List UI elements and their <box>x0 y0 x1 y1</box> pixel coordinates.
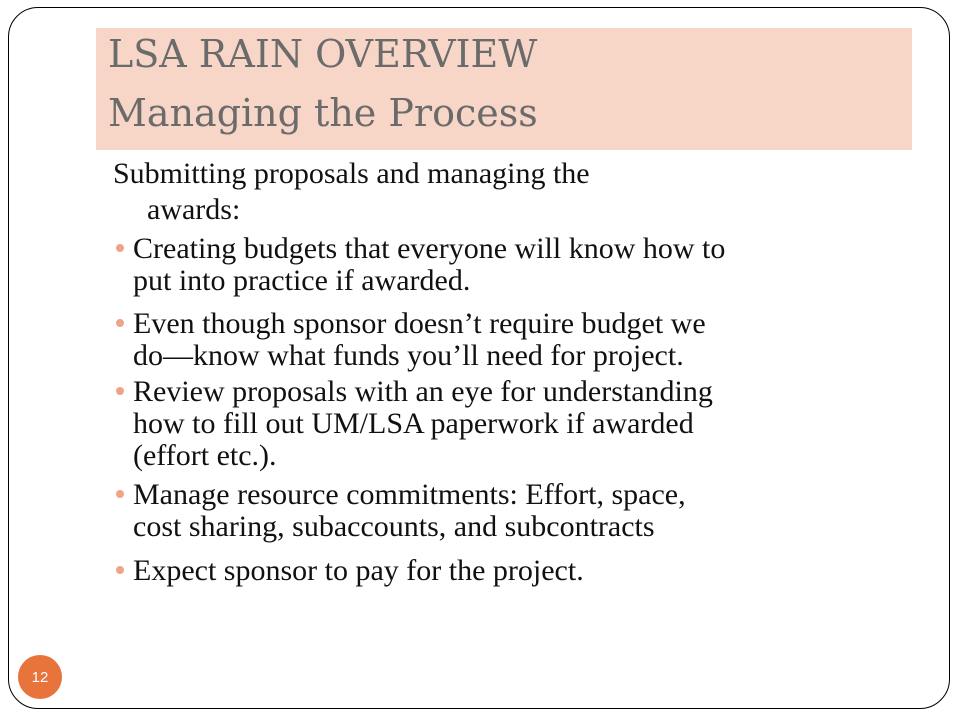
bullet-5-line-1: Expect sponsor to pay for the project. <box>133 554 584 587</box>
bullet-2-line-2: do—know what funds you’ll need for project. <box>133 339 684 372</box>
slide-number: 12 <box>18 655 62 699</box>
intro-line-1: Submitting proposals and managing the <box>113 157 590 190</box>
bullet-3-line-1: Review proposals with an eye for understanding <box>133 375 713 408</box>
bullet-marker <box>116 490 124 498</box>
slide-subtitle: Managing the Process <box>108 91 538 135</box>
slide-title: LSA RAIN OVERVIEW <box>108 32 538 76</box>
intro-line-2: awards: <box>147 193 241 226</box>
bullet-4-line-1: Manage resource commitments: Effort, space, <box>133 478 686 511</box>
bullet-2-line-1: Even though sponsor doesn’t require budget we <box>133 307 706 340</box>
bullet-marker <box>116 566 124 574</box>
bullet-3-line-2: how to fill out UM/LSA paperwork if awarded <box>133 407 694 440</box>
bullet-1-line-2: put into practice if awarded. <box>133 264 471 297</box>
bullet-4-line-2: cost sharing, subaccounts, and subcontracts <box>133 510 655 543</box>
bullet-marker <box>116 244 124 252</box>
bullet-marker <box>116 319 124 327</box>
bullet-3-line-3: (effort etc.). <box>133 439 277 472</box>
bullet-marker <box>116 387 124 395</box>
bullet-1-line-1: Creating budgets that everyone will know how to <box>133 232 726 265</box>
